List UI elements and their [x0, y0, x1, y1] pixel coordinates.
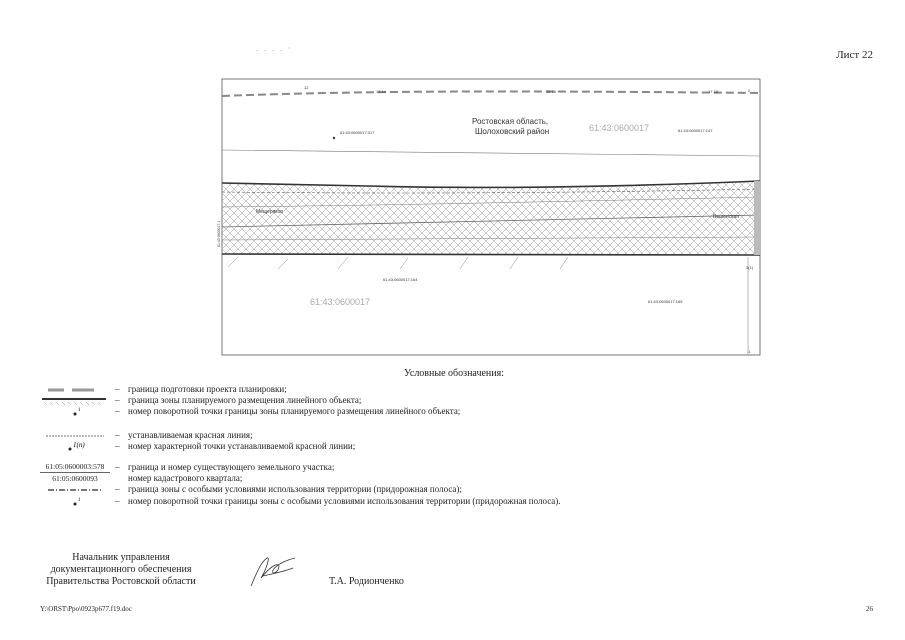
- legend-item: – граница подготовки проекта планировки;: [0, 384, 905, 395]
- road-label: Вешенская: [713, 214, 739, 220]
- handwritten-signature: [243, 552, 303, 592]
- legend-item: – граница зоны с особыми условиями использования территории (придорожная полоса);: [0, 484, 905, 495]
- red-line-point-symbol: [40, 441, 110, 452]
- quarter-number-lower: 61:43:0600017: [310, 297, 371, 307]
- planned-zone: [222, 181, 760, 255]
- point-number: 2: [748, 88, 751, 93]
- region-label-1: Ростовская область,: [472, 117, 549, 126]
- quarter-symbol: 61:05:0600093: [52, 474, 98, 483]
- road-label: Мещеряков: [256, 209, 283, 215]
- region-label-2: Шолоховский район: [475, 127, 550, 136]
- point-number: 1: [748, 349, 751, 354]
- quarter-number-upper: 61:43:0600017: [589, 123, 650, 133]
- roadside-point-symbol: [40, 496, 110, 507]
- right-edge-block: [754, 181, 760, 255]
- svg-text:1: 1: [78, 498, 81, 503]
- zone-boundary-symbol: [40, 395, 110, 406]
- planning-map: [218, 77, 765, 359]
- legend-item: 1 – номер поворотной точки границы зоны планируемого размещения линейного объекта;: [0, 406, 905, 417]
- parcel-ticks: [228, 257, 568, 269]
- page-number: 26: [866, 605, 873, 613]
- svg-text:1(n): 1(n): [73, 441, 85, 449]
- legend-item: – устанавливаемая красная линия;: [0, 430, 905, 441]
- parcel-label: 61:43:0600017:147: [678, 128, 713, 133]
- sheet-number: Лист 22: [836, 49, 873, 61]
- roadside-zone-symbol: [40, 484, 110, 495]
- road-edge-upper: [222, 150, 760, 156]
- point-number: 15 16: [546, 89, 557, 94]
- legend-item: 61:05:0600003:578 – граница и номер существующего земельного участка;: [0, 462, 905, 473]
- legend-item: 1(n) – номер характерной точки устанавливаемой красной линии;: [0, 441, 905, 452]
- red-line-symbol: [40, 430, 110, 441]
- legend-title: Условные обозначения:: [404, 368, 505, 379]
- point-marker: [333, 137, 335, 139]
- legend-item: – граница зоны планируемого размещения линейного объекта;: [0, 395, 905, 406]
- dashed-gray-symbol: [40, 384, 110, 395]
- signer-name: Т.А. Родионченко: [329, 576, 404, 587]
- zone-boundary-bottom: [222, 254, 760, 255]
- parcel-symbol: 61:05:0600003:578: [40, 462, 110, 473]
- svg-text:1: 1: [78, 408, 81, 413]
- planning-boundary-top: [222, 91, 760, 96]
- point-number: 17 18: [708, 89, 719, 94]
- point-number: 12: [304, 85, 309, 90]
- legend-item: 1 – номер поворотной точки границы зоны с особыми условиями использования территории (придорожная полоса).: [0, 496, 905, 507]
- parcel-label: 61:43:0600017:317: [340, 130, 375, 135]
- file-path: Y:\ORST\Ppo\0923p677.f19.doc: [40, 605, 132, 613]
- point-number: 3(1): [746, 265, 754, 270]
- signer-position: Начальник управления документационного обеспечения Правительства Ростовской области: [46, 552, 196, 587]
- parcel-label: 61:43:0600017:164: [383, 277, 418, 282]
- legend-item: 61:05:0600093 номер кадастрового квартала;: [0, 473, 905, 484]
- point-symbol: [40, 406, 110, 417]
- point-number: 13 14: [376, 89, 387, 94]
- vertical-note: 61:43:0600017:1: [217, 220, 221, 247]
- corner-mark: . . . . ·: [256, 44, 293, 53]
- parcel-label: 61:43:0600017:165: [648, 299, 683, 304]
